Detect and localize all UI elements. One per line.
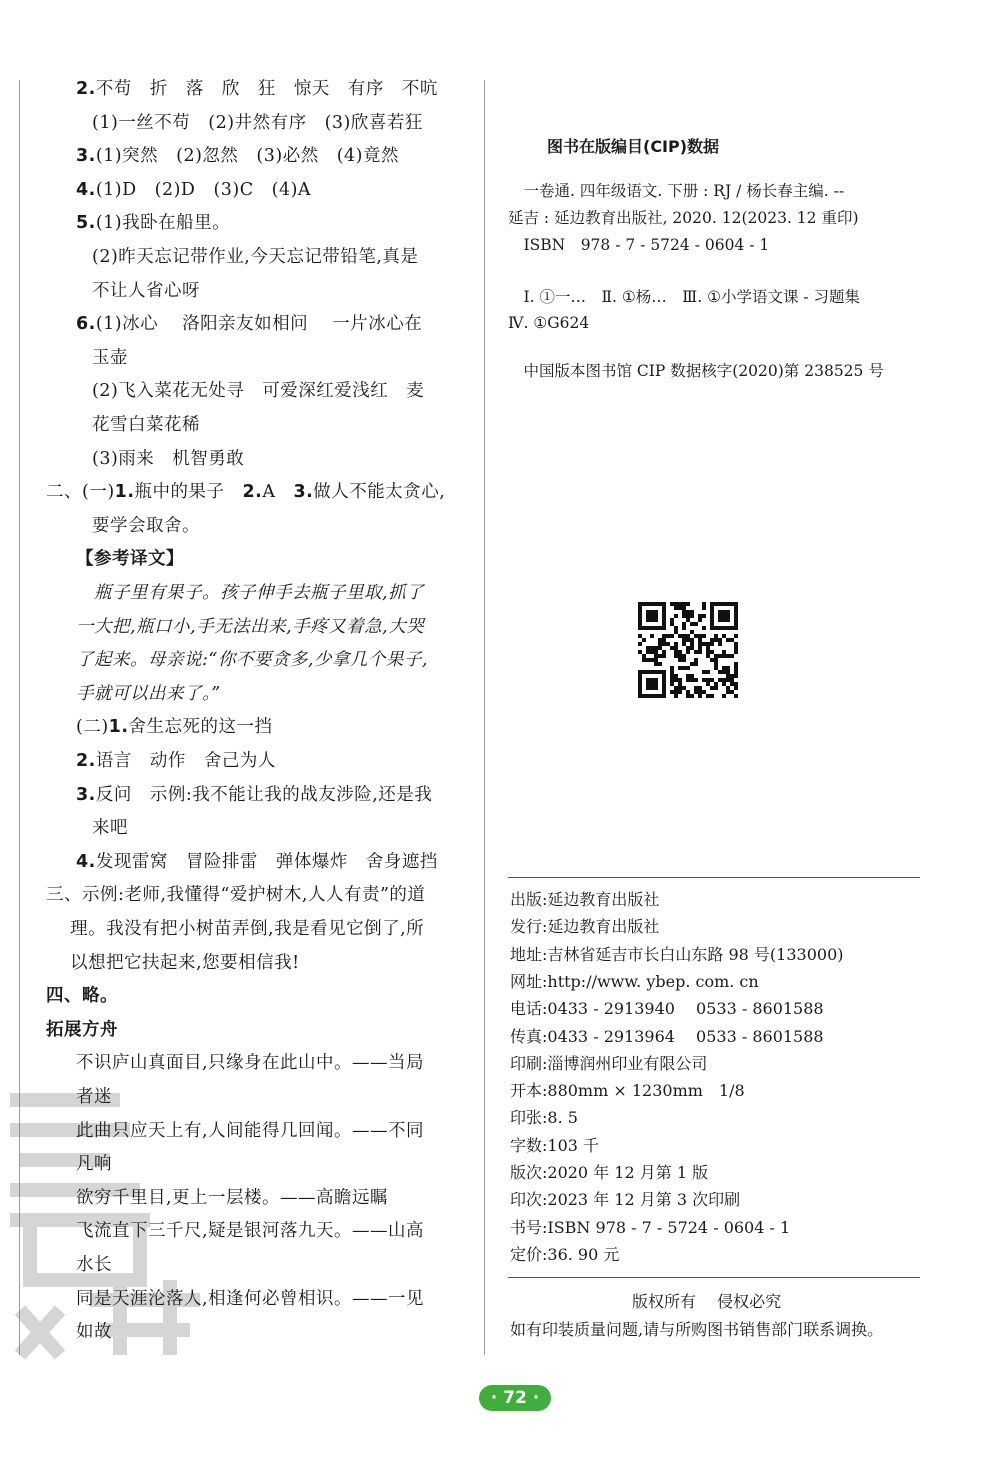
extension-line [76, 1185, 388, 1211]
answer-line [92, 378, 424, 404]
publish-line: 发行:延边教育出版社 [510, 917, 660, 937]
answer-text: (2)飞入菜花无处寻 可爱深红爱浅红 麦 [92, 381, 425, 402]
answer-text: 凡响 [76, 1154, 112, 1175]
answer-text: (3)雨来 机智勇敢 [92, 448, 245, 469]
answer-text: (1)D (2)D (3)C (4)A [95, 179, 312, 200]
answer-line [92, 513, 200, 539]
answer-text: 者迷 [76, 1087, 112, 1107]
answer-line [76, 143, 399, 169]
item-number: 5. [76, 213, 96, 234]
answer-text: 三、示例:老师,我懂得“爱护树木,人人有责”的道 [46, 885, 426, 906]
answer-text: 不让人省心呀 [92, 280, 200, 301]
answer-line [92, 278, 200, 304]
section-label: (二) [76, 717, 109, 738]
reference-title: 【参考译文】 [76, 549, 184, 570]
publish-line: 印张:8. 5 [510, 1108, 578, 1128]
section-3-line [46, 916, 424, 942]
column-divider [484, 80, 485, 1355]
reference-text: 一大把,瓶口小,手无法出来,手疼又着急,大哭 [76, 616, 425, 637]
extension-line [76, 1218, 424, 1244]
answer-text: 瓶中的果子 [134, 482, 243, 503]
extension-line [76, 1286, 424, 1312]
publish-line: 版次:2020 年 12 月第 1 版 [510, 1163, 709, 1182]
answer-text: 如故 [76, 1322, 112, 1343]
publish-line: 网址:http://www. ybep. com. cn [510, 971, 759, 991]
answer-text: 发现雷窝 冒险排雷 弹体爆炸 舍身遮挡 [95, 851, 438, 872]
page-number: · 72 · [479, 1385, 551, 1411]
item-number: 4. [76, 851, 96, 872]
publish-line: 印次:2023 年 12 月第 3 次印刷 [510, 1190, 741, 1210]
answer-text: (2)昨天忘记带作业,今天忘记带铅笔,真是 [92, 247, 419, 267]
answer-text: 飞流直下三千尺,疑是银河落九天。——山高 [76, 1221, 425, 1242]
publish-line: 传真:0433 - 2913964 0533 - 8601588 [510, 1026, 824, 1046]
answer-line [76, 647, 428, 673]
extension-title: 拓展方舟 [46, 1019, 118, 1040]
answer-line [92, 345, 128, 371]
item-number: 1. [108, 717, 129, 738]
reference-text: 了起来。母亲说:“你不要贪多,少拿几个果子, [76, 650, 428, 671]
cip-line-1: 一卷通. 四年级语文. 下册 : RJ / 杨长春主编. -- [508, 182, 845, 200]
answer-line [76, 311, 422, 337]
answer-line [76, 614, 424, 640]
answer-text: 花雪白菜花稀 [92, 415, 200, 435]
section-label: 二、(一) [46, 482, 115, 503]
answer-line [76, 748, 276, 774]
item-number: 3. [76, 784, 96, 805]
section-2-line [46, 479, 445, 505]
answer-line [46, 1017, 118, 1043]
answer-line [76, 681, 221, 707]
item-number: 2. [76, 79, 96, 99]
item-number: 1. [114, 482, 135, 503]
section-3-line [46, 882, 425, 908]
publish-line: 开本:880mm × 1230mm 1/8 [510, 1081, 745, 1101]
publish-line: 书号:ISBN 978 - 7 - 5724 - 0604 - 1 [510, 1217, 791, 1237]
answer-line [76, 76, 438, 102]
item-number: 4. [76, 179, 96, 200]
cip-title: 图书在版编目(CIP)数据 [547, 137, 720, 156]
answer-line [76, 714, 272, 740]
answer-line [76, 210, 230, 236]
cip-line-2: 延吉 : 延边教育出版社, 2020. 12(2023. 12 重印) [508, 209, 859, 227]
publish-line: 印刷:淄博润州印业有限公司 [510, 1053, 708, 1073]
publish-line: 字数:103 千 [510, 1135, 600, 1155]
answer-line [76, 177, 311, 203]
answer-text: 水长 [76, 1255, 112, 1275]
item-number: 3. [293, 482, 314, 503]
answer-text: 欲穷千里目,更上一层楼。——高瞻远瞩 [76, 1187, 389, 1208]
answer-text: 玉壶 [92, 347, 128, 368]
qr-code-icon [638, 602, 738, 698]
answer-text: A [262, 482, 294, 503]
cip-line-6: 中国版本图书馆 CIP 数据核字(2020)第 238525 号 [508, 362, 884, 380]
answer-line [92, 412, 200, 438]
answer-text: (1)我卧在船里。 [95, 213, 231, 234]
notice-text: 如有印装质量问题,请与所购图书销售部门联系调换。 [510, 1320, 884, 1339]
answer-text: 语言 动作 舍己为人 [95, 751, 276, 771]
answer-text: 不苟 折 落 欣 狂 惊天 有序 不吭 [95, 79, 438, 99]
publish-line: 地址:吉林省延吉市长白山东路 98 号(133000) [510, 944, 844, 964]
extension-line [76, 1319, 112, 1345]
extension-line [76, 1050, 424, 1076]
cip-line-5: Ⅳ. ①G624 [508, 314, 590, 332]
answer-line [92, 446, 244, 472]
answer-text: 反问 示例:我不能让我的战友涉险,还是我 [95, 784, 433, 805]
item-number: 2. [76, 751, 96, 771]
answer-line [76, 849, 438, 875]
answer-line [92, 110, 423, 136]
publish-top-rule [508, 877, 920, 878]
answer-line [76, 546, 184, 572]
cip-line-4: Ⅰ. ①一… Ⅱ. ①杨… Ⅲ. ①小学语文课 - 习题集 [508, 288, 861, 306]
answer-text: 以想把它扶起来,您要相信我! [46, 952, 300, 973]
item-number: 2. [242, 482, 263, 503]
answer-text: (1)冰心 洛阳亲友如相问 一片冰心在 [95, 314, 423, 335]
rights-text: 版权所有 侵权必究 [632, 1292, 782, 1311]
answer-text: 此曲只应天上有,人间能得几回闻。——不同 [76, 1120, 425, 1141]
answer-text: 同是天涯沦落人,相逢何必曾相识。——一见 [76, 1288, 425, 1309]
section-4-label: 四、略。 [46, 986, 118, 1007]
answer-line [92, 244, 418, 270]
extension-line [76, 1084, 112, 1110]
reference-text: 手就可以出来了。” [76, 683, 221, 704]
publish-line: 电话:0433 - 2913940 0533 - 8601588 [510, 999, 824, 1019]
extension-line [76, 1151, 112, 1177]
section-3-line [46, 950, 300, 976]
extension-line [76, 1252, 112, 1278]
cip-line-3: ISBN 978 - 7 - 5724 - 0604 - 1 [508, 236, 770, 254]
publish-bottom-rule [508, 1277, 920, 1278]
answer-line [92, 815, 128, 841]
answer-text: (1)一丝不苟 (2)井然有序 (3)欣喜若狂 [92, 112, 423, 133]
item-number: 3. [76, 146, 96, 167]
answer-text: 来吧 [92, 818, 128, 839]
answer-text: 舍生忘死的这一挡 [128, 717, 273, 738]
answer-line [76, 782, 432, 808]
answer-text: 理。我没有把小树苗弄倒,我是看见它倒了,所 [46, 919, 425, 939]
publish-line: 定价:36. 90 元 [510, 1244, 620, 1264]
item-number: 6. [76, 314, 96, 335]
publish-line: 出版:延边教育出版社 [510, 890, 660, 909]
answer-line [46, 983, 118, 1009]
answer-text: (1)突然 (2)忽然 (3)必然 (4)竟然 [95, 146, 399, 167]
answer-line [76, 580, 424, 606]
answer-text: 不识庐山真面目,只缘身在此山中。——当局 [76, 1053, 425, 1074]
reference-text: 瓶子里有果子。孩子伸手去瓶子里取,抓了 [76, 583, 425, 603]
answer-text: 要学会取舍。 [92, 515, 200, 536]
answer-text: 做人不能太贪心, [313, 482, 446, 503]
extension-line [76, 1118, 424, 1144]
